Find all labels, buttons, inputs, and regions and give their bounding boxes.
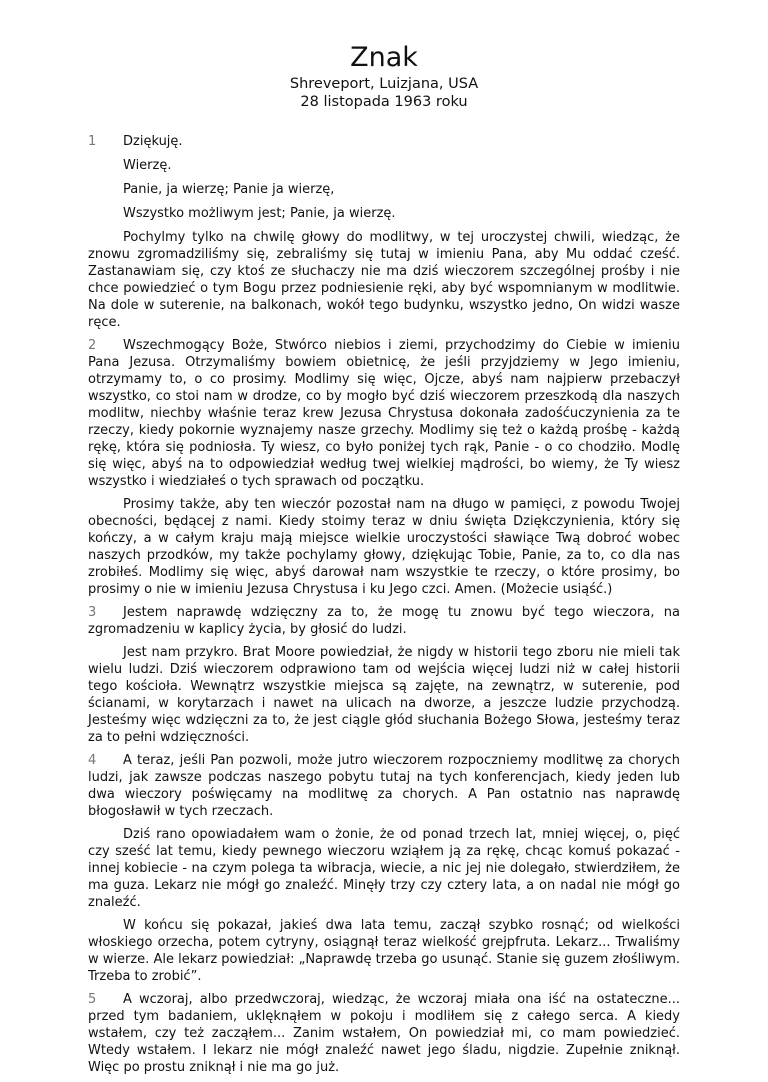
- paragraph-text: Dziękuję.: [123, 134, 183, 149]
- paragraph: [88, 604, 680, 638]
- paragraph: [88, 752, 680, 820]
- paragraph: [88, 917, 680, 985]
- paragraph-text: Dziś rano opowiadałem wam o żonie, że od ponad trzech lat, mniej więcej, o, pięć czy sześć lat temu, kiedy pewnego wieczoru wziąłem ją za rękę, chcąc komuś pokazać - innej kobiecie - na czym polega ta wibracja, wiecie, a nic jej nie dolegało, stwierdziłem, że ma guza. Lekarz nie mógł go znaleźć. Minęły trzy czy cztery lata, a on nadal nie mógł go znaleźć.: [88, 827, 680, 910]
- paragraph: [88, 826, 680, 911]
- paragraph-text: Wszystko możliwym jest; Panie, ja wierzę.: [123, 206, 396, 221]
- document-body: [88, 133, 680, 1082]
- paragraph-number: 5: [88, 992, 97, 1007]
- document-title: Znak: [350, 42, 418, 73]
- paragraph-text: Wierzę.: [123, 158, 172, 173]
- paragraph-text: Prosimy także, aby ten wieczór pozostał nam na długo w pamięci, z powodu Twojej obecności, będącej z nami. Kiedy stoimy teraz w dniu święta Dziękczynienia, który się kończy, a w całym kraju mają miejsce wielkie uroczystości sławiące Twą dobroć wobec naszych przodków, my także pochylamy głowy, dziękując Tobie, Panie, za to, co dla nas zrobiłeś. Modlimy się więc, abyś darował nam wszystkie te rzeczy, o które prosimy, bo prosimy o nie w imieniu Jezusa Chrystusa i ku Jego czci. Amen. (Możecie usiąść.): [88, 497, 680, 597]
- paragraph-number: 4: [88, 753, 97, 768]
- paragraph-text: Panie, ja wierzę; Panie ja wierzę,: [123, 182, 335, 197]
- paragraph: [88, 496, 680, 598]
- document-date: 28 listopada 1963 roku: [300, 94, 468, 110]
- paragraph: [88, 181, 680, 198]
- paragraph: [88, 337, 680, 490]
- paragraph-number: 1: [88, 134, 97, 149]
- paragraph-number: 2: [88, 338, 97, 353]
- paragraph-text: Pochylmy tylko na chwilę głowy do modlitwy, w tej uroczystej chwili, wiedząc, że znowu zgromadziliśmy się, zebraliśmy się tutaj w imieniu Pana, aby Mu oddać cześć. Zastanawiam się, czy ktoś ze słuchaczy nie ma dziś wieczorem szczególnej prośby i nie chce powiedzieć o tym Bogu przez podniesienie ręki, aby być wspomnianym w modlitwie. Na dole w suterenie, na balkonach, wokół tego budynku, wszystko jedno, On widzi wasze ręce.: [88, 230, 680, 330]
- paragraph: [88, 644, 680, 746]
- paragraph: [88, 991, 680, 1076]
- paragraph-text: W końcu się pokazał, jakieś dwa lata temu, zaczął szybko rosnąć; od wielkości włoskiego orzecha, potem cytryny, osiągnął teraz wielkość grejpfruta. Lekarz... Trwaliśmy w wierze. Ale lekarz powiedział: „Naprawdę trzeba go usunąć. Stanie się guzem złośliwym. Trzeba to zrobić”.: [88, 918, 680, 984]
- paragraph: [88, 205, 680, 222]
- document-location: Shreveport, Luizjana, USA: [289, 76, 479, 92]
- paragraph: [88, 133, 680, 150]
- paragraph-text: Wszechmogący Boże, Stwórco niebios i ziemi, przychodzimy do Ciebie w imieniu Pana Jezusa. Otrzymaliśmy bowiem obietnicę, że jeśli przyjdziemy w Jego imieniu, otrzymamy to, o co prosimy. Modlimy się więc, Ojcze, abyś nam najpierw przebaczył wszystko, co stoi nam w drodze, co by mogło być dziś wieczorem przeszkodą dla naszych modlitw, niechby właśnie teraz krew Jezusa Chrystusa dokonała zadośćuczynienia za te rzeczy, kiedy pokornie wyznajemy nasze grzechy. Modlimy się też o każdą prośbę - każdą rękę, która się podniosła. Ty wiesz, co było poniżej tych rąk, Panie - o co chodziło. Modlę się więc, abyś na to odpowiedział według twej wielkiej mądrości, bo wiemy, że Ty wiesz wszystko i wiedziałeś o tych sprawach od początku.: [88, 338, 680, 489]
- paragraph-number: 3: [88, 605, 97, 620]
- paragraph: [88, 229, 680, 331]
- paragraph-text: A wczoraj, albo przedwczoraj, wiedząc, że wczoraj miała ona iść na ostateczne... przed tym badaniem, uklęknąłem w pokoju i modliłem się z całego serca. A kiedy wstałem, czy też zacząłem... Zanim wstałem, On powiedział mi, co mam powiedzieć. Wtedy wstałem. I lekarz nie mógł znaleźć nawet jego śladu, nigdzie. Zupełnie zniknął. Więc po prostu zniknął i nie ma go już.: [88, 992, 680, 1075]
- paragraph: [88, 157, 680, 174]
- paragraph-text: A teraz, jeśli Pan pozwoli, może jutro wieczorem rozpoczniemy modlitwę za chorych ludzi, jak zawsze podczas naszego pobytu tutaj na tych konferencjach, kiedy jeden lub dwa wieczory poświęcamy na modlitwę za chorych. A Pan ostatnio nas naprawdę błogosławił w tych rzeczach.: [88, 753, 680, 819]
- paragraph-text: Jestem naprawdę wdzięczny za to, że mogę tu znowu być tego wieczora, na zgromadzeniu w kaplicy życia, by głosić do ludzi.: [88, 605, 680, 637]
- paragraph-text: Jest nam przykro. Brat Moore powiedział, że nigdy w historii tego zboru nie mieli tak wielu ludzi. Dziś wieczorem odprawiono tam od wejścia więcej ludzi niż w całej historii tego kościoła. Wewnątrz wszystkie miejsca są zajęte, na zewnątrz, w suterenie, pod ścianami, w korytarzach i nawet na ulicach na dworze, a jeszcze ludzie przychodzą. Jesteśmy więc wdzięczni za to, że jest ciągle głód słuchania Bożego Słowa, jesteśmy teraz za to pełni wdzięczności.: [88, 645, 680, 745]
